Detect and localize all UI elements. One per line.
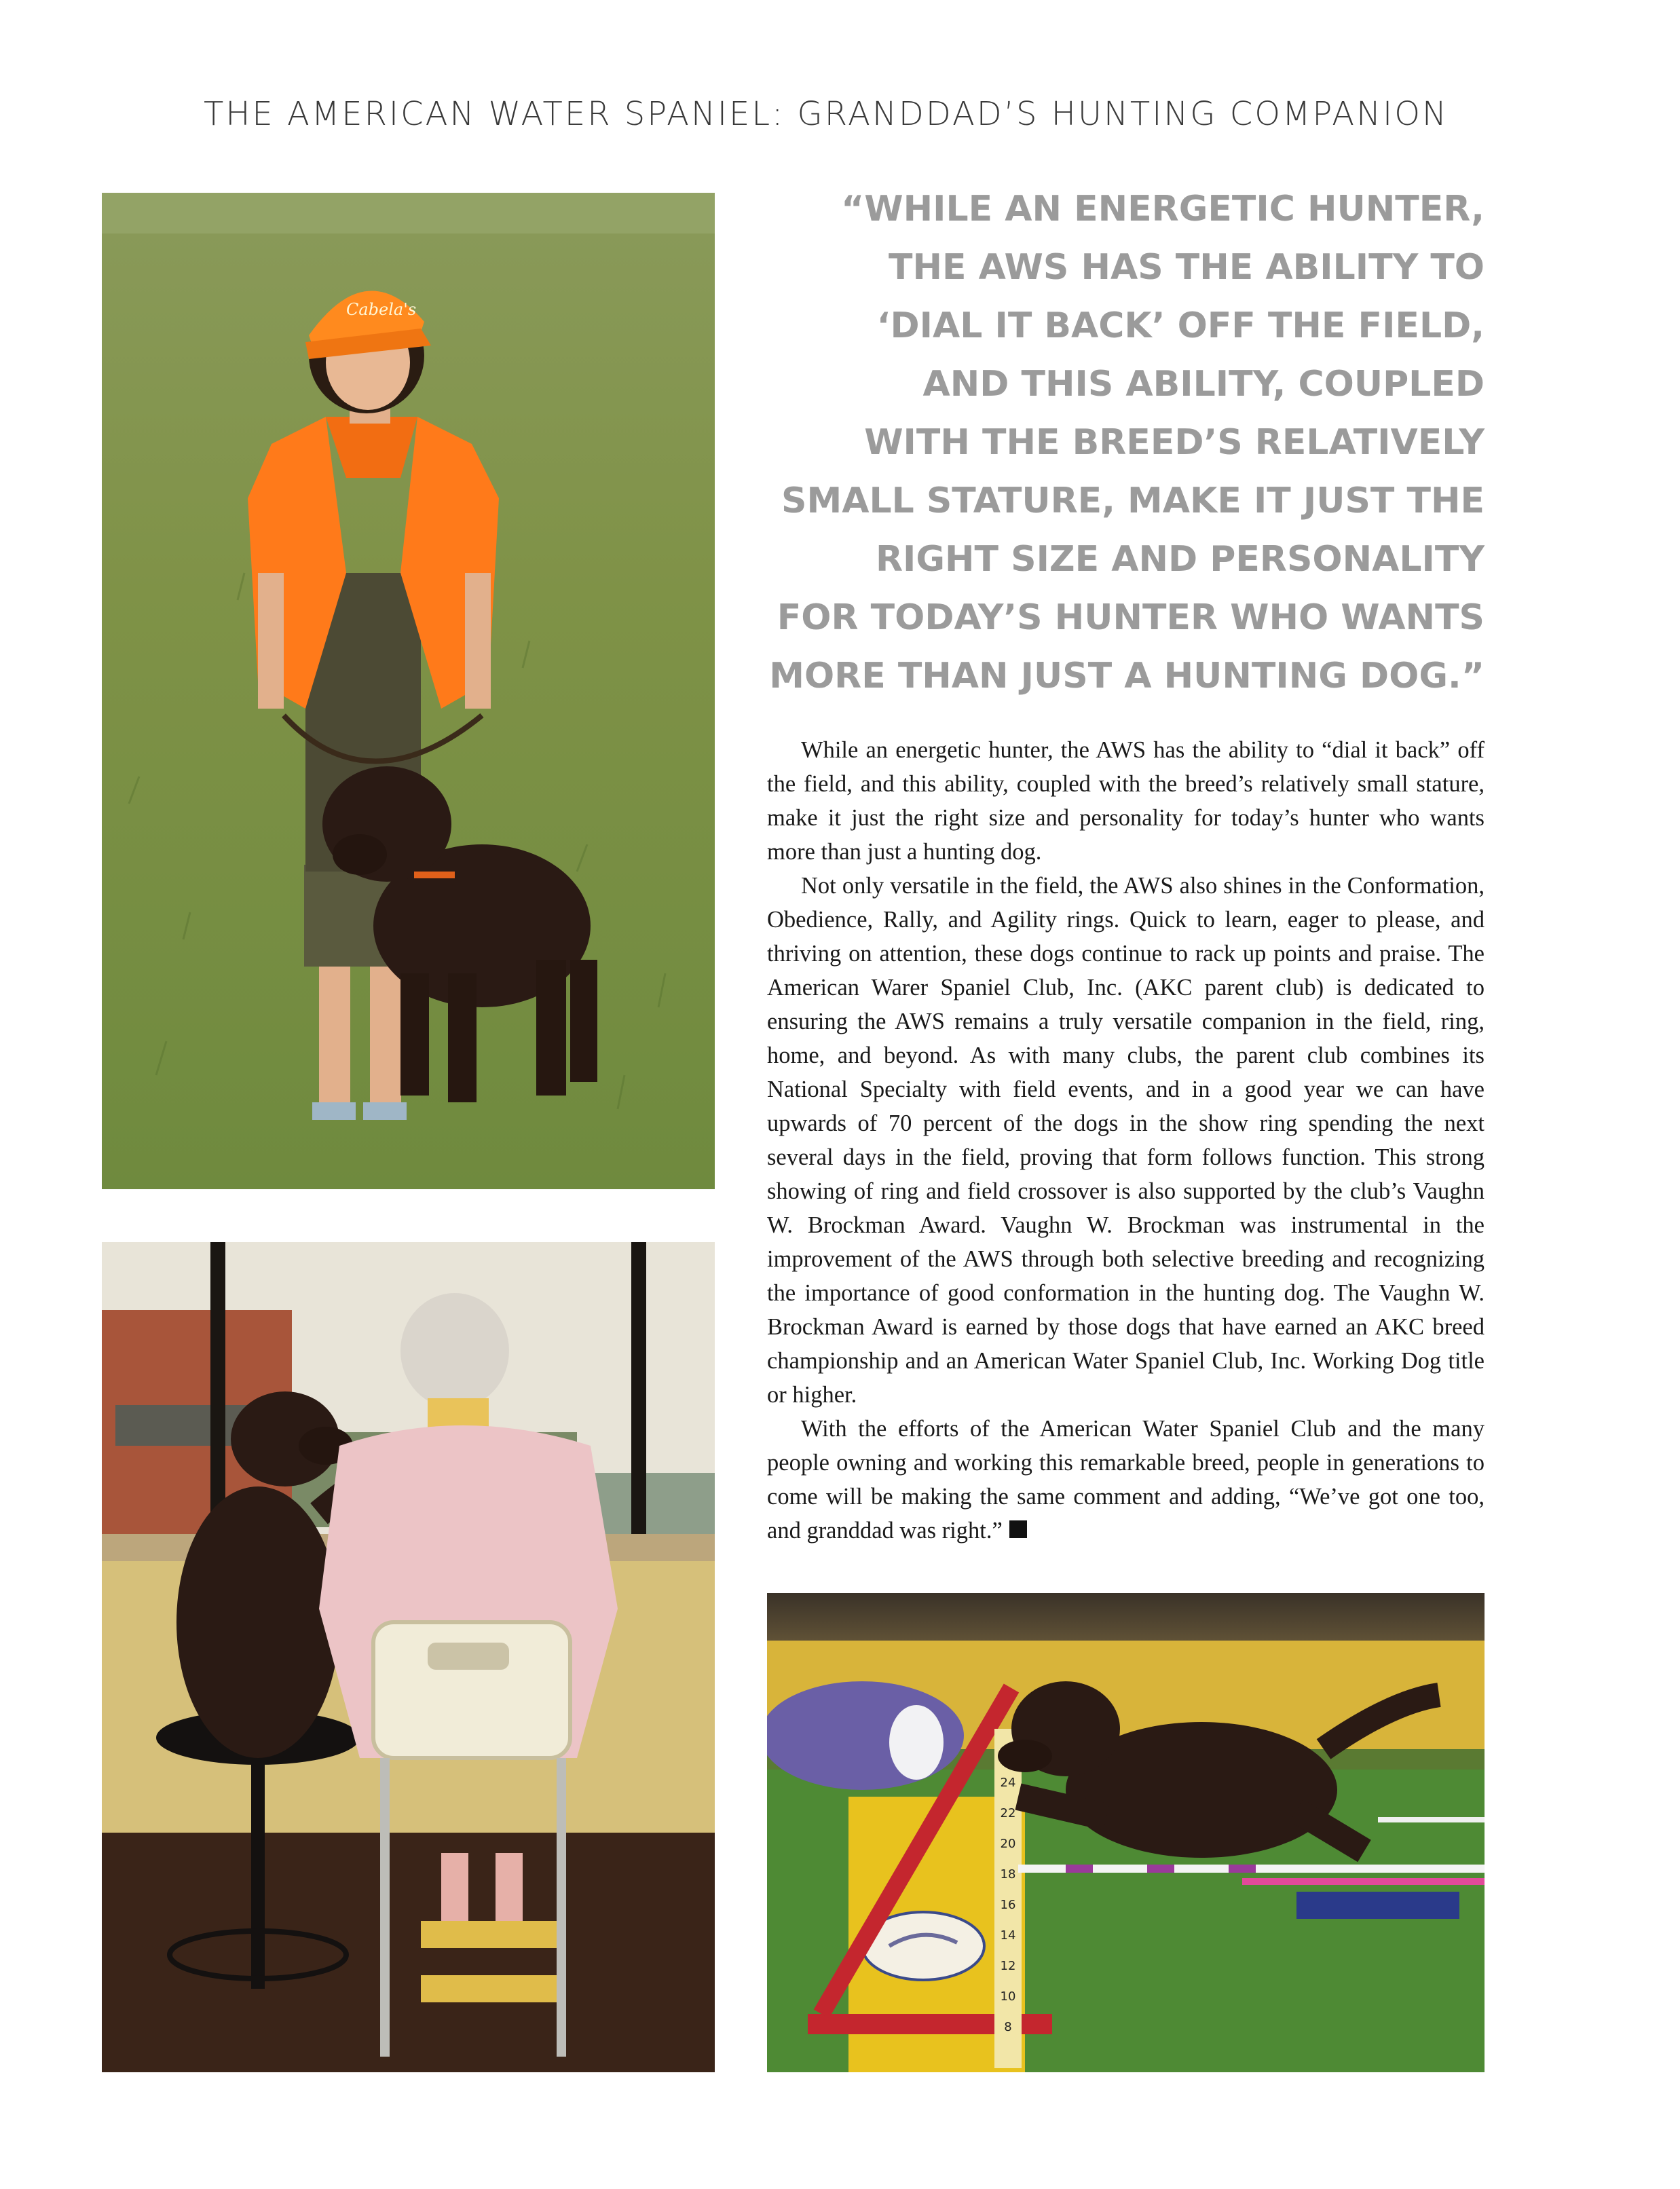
ruler-number: 24 xyxy=(1000,1776,1016,1790)
pull-quote-line: MORE THAN JUST A HUNTING DOG.” xyxy=(769,656,1485,696)
pull-quote-line: RIGHT SIZE AND PERSONALITY xyxy=(875,539,1485,580)
pull-quote-line: SMALL STATURE, MAKE IT JUST THE xyxy=(781,481,1485,521)
ruler-number: 10 xyxy=(1000,1989,1016,2004)
article-paragraph: While an energetic hunter, the AWS has the ability to “dial it back” off the field, and this ability, coupled with the breed’s relatively small stature, make it just the right size and personality for today’s hunter who wants more than just a hunting dog. xyxy=(767,737,1485,865)
ruler-number: 8 xyxy=(1004,2020,1012,2034)
cap-logo-text: Cabela's xyxy=(346,300,417,319)
ruler-number: 14 xyxy=(1000,1928,1016,1943)
photo-dog-with-elderly-person xyxy=(102,1242,715,2072)
page-header: THE AMERICAN WATER SPANIEL: GRANDDAD’S HUNTING COMPANION xyxy=(204,95,1449,133)
pull-quote-line: “WHILE AN ENERGETIC HUNTER, xyxy=(841,189,1485,229)
ruler-number: 18 xyxy=(1000,1867,1016,1882)
article-paragraph xyxy=(767,1412,1485,1548)
pull-quote-line: ‘DIAL IT BACK’ OFF THE FIELD, xyxy=(876,305,1485,346)
end-of-article-mark xyxy=(1009,1520,1027,1538)
ruler-number: 20 xyxy=(1000,1837,1016,1851)
pull-quote-line: THE AWS HAS THE ABILITY TO xyxy=(889,247,1485,288)
ruler-number: 12 xyxy=(1000,1959,1016,1973)
article-paragraph-text: With the efforts of the American Water Spaniel Club and the many people owning and working this remarkable breed, people in generations to come will be making the same comment and adding, “We’ve got one too, and granddad was right.” xyxy=(767,1416,1485,1543)
pull-quote-line: AND THIS ABILITY, COUPLED xyxy=(922,364,1485,405)
ruler-number: 22 xyxy=(1000,1806,1016,1820)
photo-girl-with-dog xyxy=(102,193,715,1189)
article-body xyxy=(767,733,1485,1548)
photo-agility-dog-jumping xyxy=(767,1593,1485,2072)
article-paragraph-text: Not only versatile in the field, the AWS also shines in the Conformation, Obedience, Rally, and Agility rings. Quick to learn, eager to please, and thriving on attention, these dogs continue to rack up points and praise. The American Warer Spaniel Club, Inc. (AKC parent club) is dedicated to ensuring the AWS remains a truly versatile companion in the field, ring, home, and beyond. As with many clubs, the parent club combines its National Specialty with field events, and in a good year we can have upwards of 70 percent of the dogs in the show ring spending the next several days in the field, proving that form follows function. This strong showing of ring and field crossover is also supported by the club’s Vaughn W. Brockman Award. Vaughn W. Brockman was instrumental in the improvement of the AWS through both selective breeding and recognizing the importance of good conformation in the hunting dog. The Vaughn W. Brockman Award is earned by those dogs that have earned an AKC breed championship and an American Water Spaniel Club, Inc. Working Dog title or higher. xyxy=(767,873,1485,1408)
pull-quote xyxy=(767,180,1485,705)
ruler-number: 16 xyxy=(1000,1898,1016,1912)
pull-quote-line: WITH THE BREED’S RELATIVELY xyxy=(864,422,1485,463)
article-paragraph xyxy=(767,869,1485,1412)
pull-quote-line: FOR TODAY’S HUNTER WHO WANTS xyxy=(777,597,1485,638)
